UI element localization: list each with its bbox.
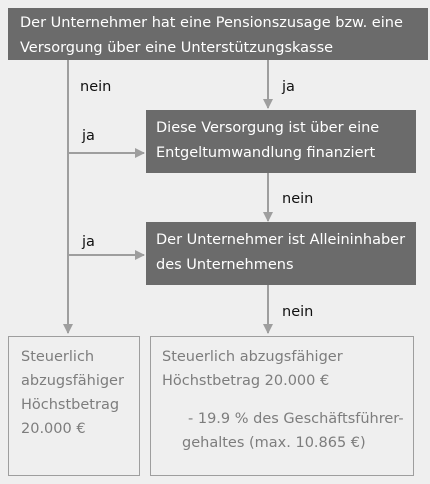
label-nein-mid: nein: [282, 191, 314, 207]
label-ja-mid: ja: [82, 128, 95, 144]
result-right-line-1: Steuerlich abzugsfähiger: [162, 349, 343, 365]
label-ja-lower: ja: [82, 234, 95, 250]
result-left-box: [8, 336, 140, 476]
result-right-line-2: Höchstbetrag 20.000 €: [162, 373, 330, 389]
result-left-line-4: 20.000 €: [21, 421, 86, 437]
result-left-line-3: Höchstbetrag: [21, 397, 120, 413]
header-line-2: Versorgung über eine Unterstützungskasse: [20, 40, 334, 56]
label-nein-left: nein: [80, 79, 112, 95]
decision-alleininhaber: [146, 222, 416, 285]
decision-entgeltumwandlung: [146, 110, 416, 173]
result-left-line-2: abzugsfähiger: [21, 373, 124, 389]
decision2-line-2: des Unternehmens: [156, 257, 294, 273]
decision1-line-1: Diese Versorgung ist über eine: [156, 120, 380, 136]
label-nein-lower: nein: [282, 304, 314, 320]
result-right-box: [150, 336, 414, 476]
decision1-line-2: Entgeltumwandlung finanziert: [156, 145, 376, 161]
result-right-line-4: gehaltes (max. 10.865 €): [182, 435, 366, 451]
header-box: [8, 8, 428, 60]
header-line-1: Der Unternehmer hat eine Pensionszusage bzw. eine: [20, 15, 403, 31]
result-right-line-3: - 19.9 % des Geschäftsführer-: [188, 411, 404, 427]
result-left-line-1: Steuerlich: [21, 349, 95, 365]
label-ja-top: ja: [282, 79, 295, 95]
decision2-line-1: Der Unternehmer ist Alleininhaber: [156, 232, 406, 248]
